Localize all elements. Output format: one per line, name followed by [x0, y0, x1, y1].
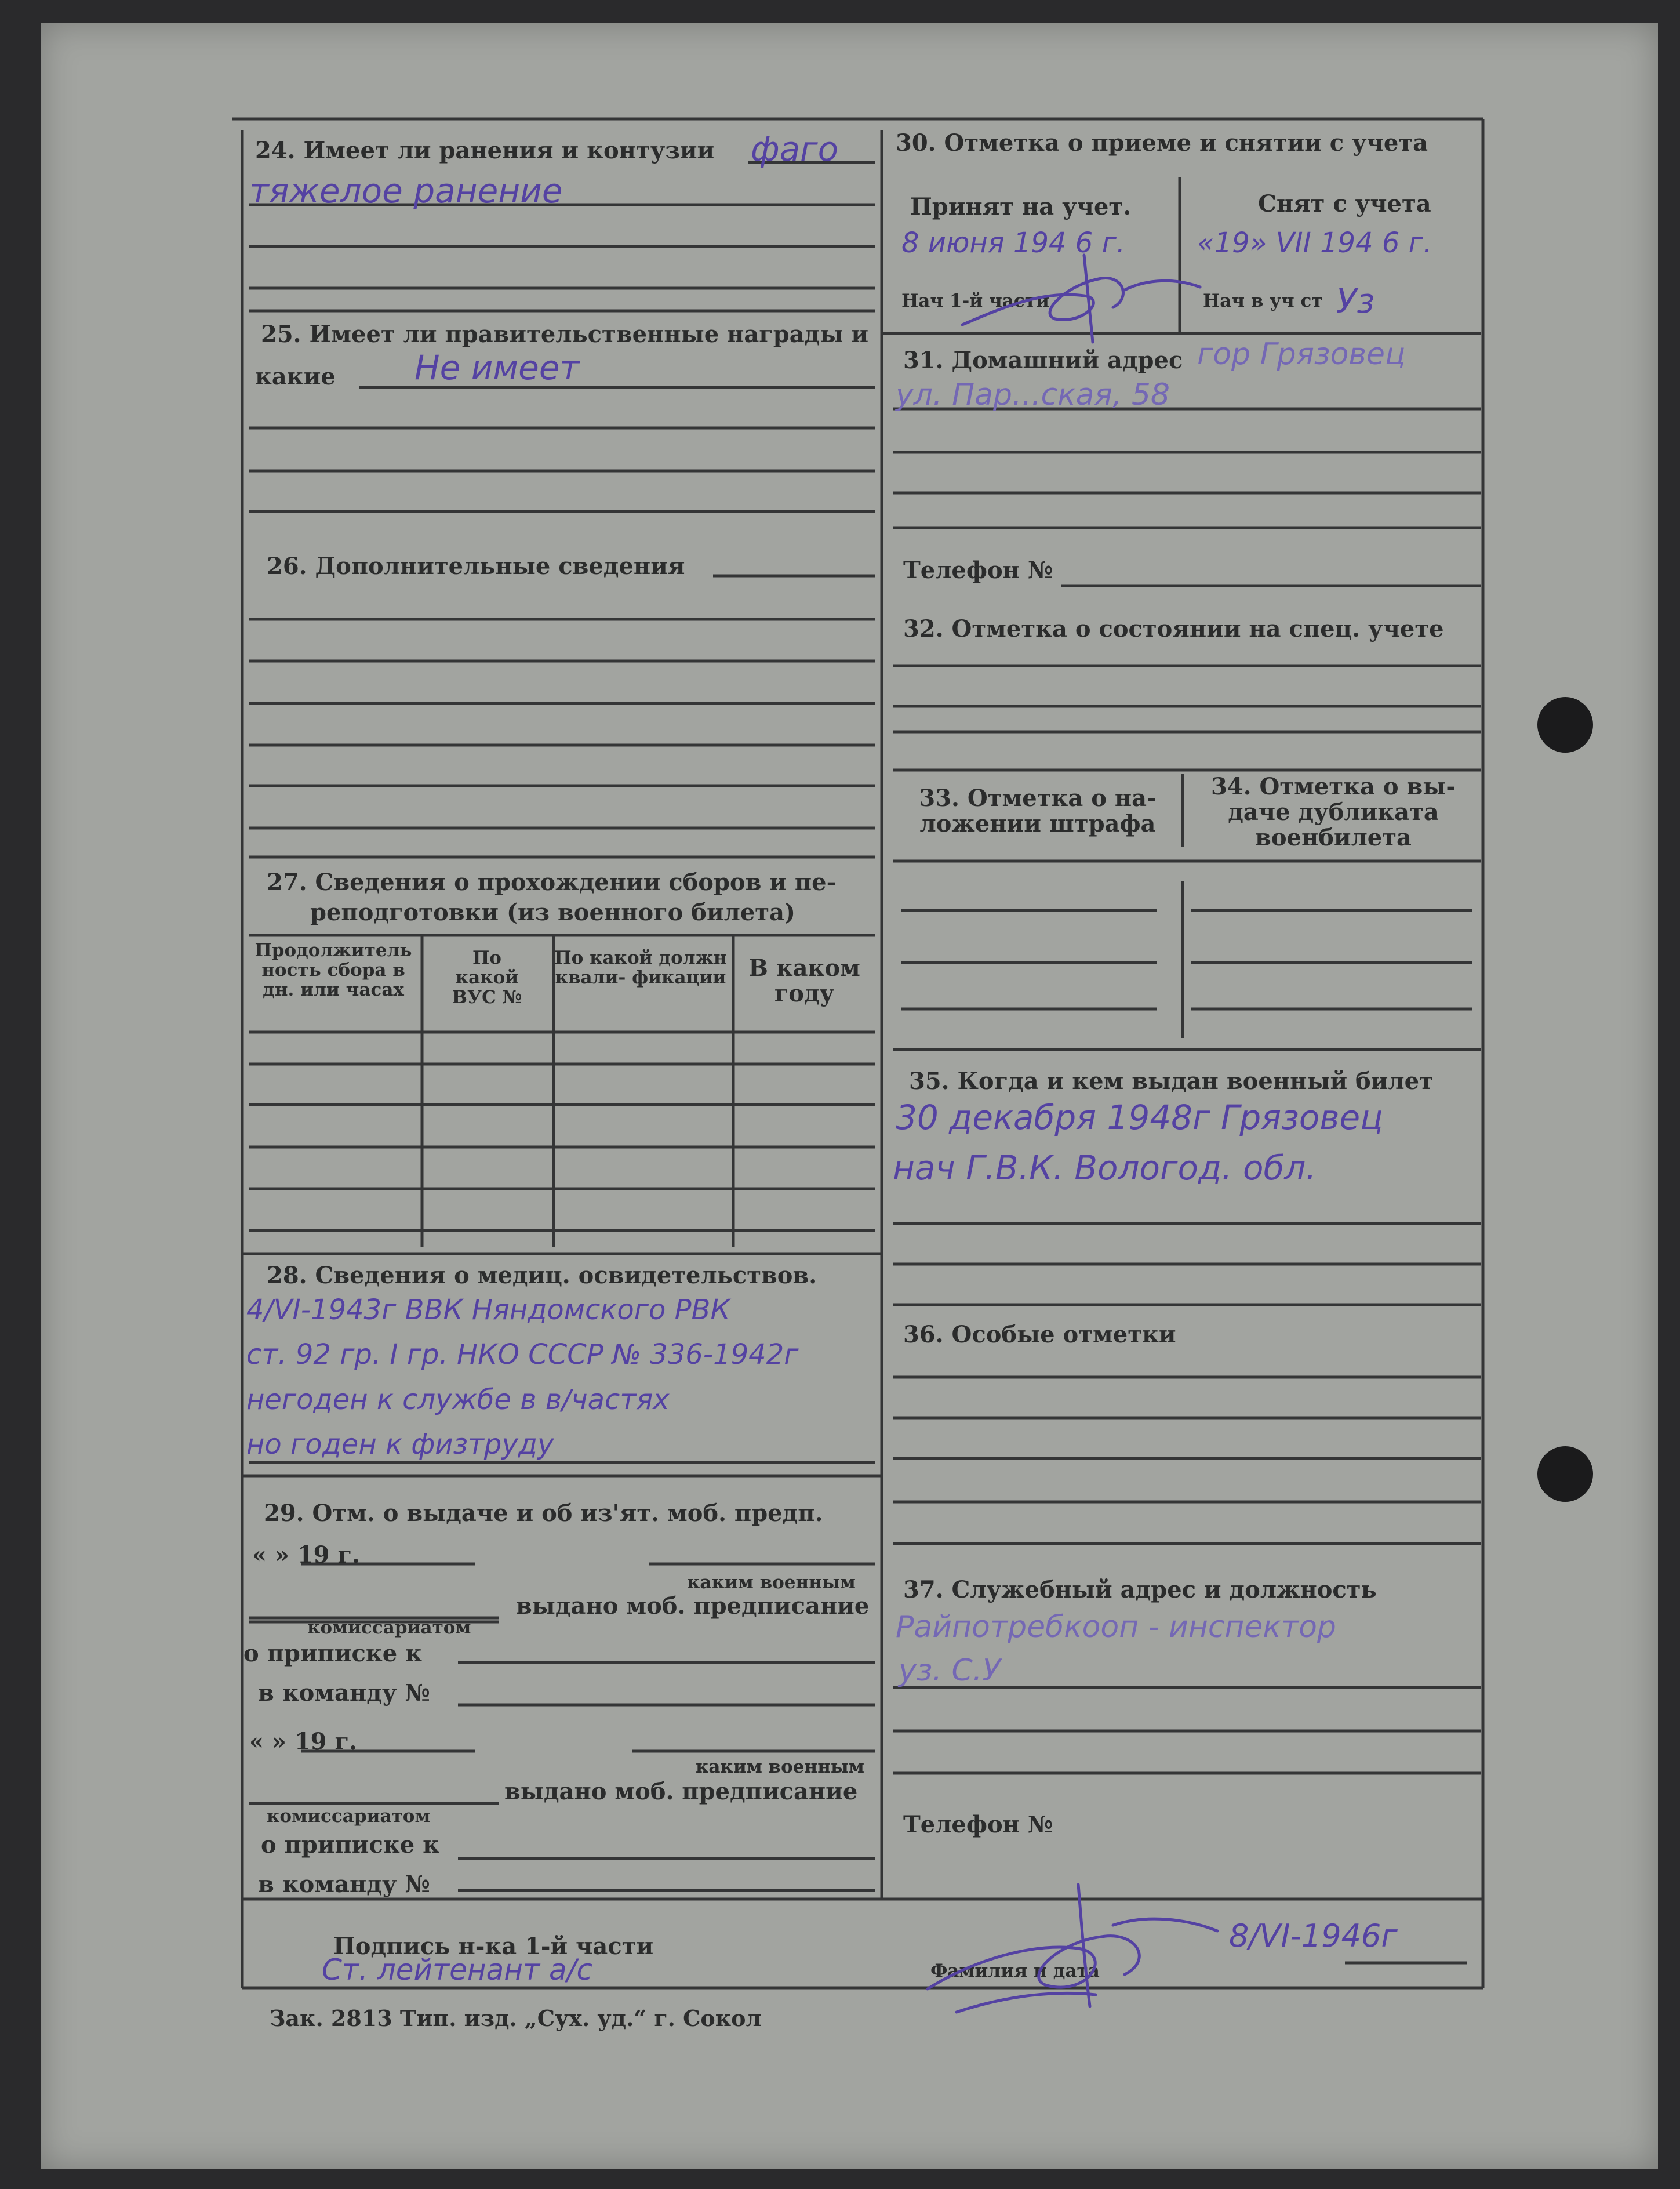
- q36-label: 36. Особые отметки: [903, 1321, 1176, 1348]
- q29-label: 29. Отм. о выдаче и об из'ят. моб. предп.: [264, 1500, 823, 1527]
- q28-handwritten-3: негоден к службе в в/частях: [246, 1384, 670, 1416]
- q27-label-line2: реподготовки (из военного билета): [310, 899, 795, 926]
- mob1-date-line: « » 19 г.: [252, 1541, 360, 1569]
- q34-label: 34. Отметка о вы- даче дубликата военбилета: [1211, 773, 1456, 851]
- signature-date: 8/VI-1946г: [1229, 1918, 1398, 1954]
- q37-handwritten-2: уз. С.У: [899, 1653, 1001, 1688]
- mob1-vydano-label: выдано моб. предписание: [516, 1592, 870, 1620]
- table-col-vus: По какой ВУС №: [452, 948, 522, 1008]
- q32-label: 32. Отметка о состоянии на спец. учете: [903, 615, 1444, 642]
- mob1-komandu-label: в команду №: [258, 1679, 430, 1707]
- mob1-komissariatom-label: комиссариатом: [307, 1617, 471, 1638]
- q28-handwritten-1: 4/VI-1943г ВВК Няндомского РВК: [246, 1294, 730, 1326]
- mob2-komandu-label: в команду №: [258, 1871, 430, 1898]
- q24-handwritten-b: тяжелое ранение: [249, 171, 563, 210]
- nach2-initials: Уз: [1336, 281, 1375, 321]
- snyat-label: Снят с учета: [1258, 190, 1431, 217]
- tel-label: Телефон №: [903, 557, 1053, 584]
- q28-handwritten-2: ст. 92 гр. I гр. НКО СССР № 336-1942г: [246, 1338, 799, 1371]
- mob2-pripiske-label: о приписке к: [261, 1831, 439, 1858]
- q25-label-line2: какие: [255, 363, 336, 390]
- mob1-kakim-label: каким военным: [687, 1572, 856, 1593]
- mob2-kakim-label: каким военным: [696, 1756, 864, 1777]
- q25-label-line1: 25. Имеет ли правительственные награды и: [261, 321, 869, 348]
- q35-label: 35. Когда и кем выдан военный билет: [909, 1068, 1434, 1095]
- q31-address-line2: ул. Пар...ская, 58: [896, 377, 1170, 412]
- table-col-duration: Продолжитель ность сбора в дн. или часах: [254, 940, 412, 1001]
- q25-handwritten: Не имеет: [414, 348, 580, 387]
- q31-address-line1: гор Грязовец: [1197, 337, 1406, 372]
- mob2-vydano-label: выдано моб. предписание: [504, 1778, 858, 1805]
- prinyat-label: Принят на учет.: [910, 193, 1132, 220]
- prinyat-date: 8 июня 194 6 г.: [901, 227, 1126, 259]
- q31-label: 31. Домашний адрес: [903, 347, 1183, 374]
- nach1-label: Нач 1-й части: [901, 291, 1049, 311]
- q27-label-line1: 27. Сведения о прохождении сборов и пе-: [267, 869, 837, 896]
- mob2-date-line: « » 19 г.: [249, 1728, 357, 1755]
- snyat-date: «19» VII 194 6 г.: [1197, 227, 1432, 259]
- q28-handwritten-4: но годен к физтруду: [246, 1428, 554, 1461]
- q30-label: 30. Отметка о приеме и снятии с учета: [896, 129, 1428, 157]
- q37-label: 37. Служебный адрес и должность: [903, 1576, 1377, 1603]
- q26-label: 26. Дополнительные сведения: [267, 553, 685, 580]
- table-col-year: В каком году: [748, 954, 860, 1007]
- signature-mark-top: [951, 244, 1241, 348]
- q37-handwritten-1: Райпотребкооп - инспектор: [896, 1610, 1336, 1645]
- table-col-qualification: По какой должн квали- фикации: [554, 948, 727, 989]
- signature-label: Подпись н-ка 1-й части: [333, 1933, 654, 1960]
- q24-label: 24. Имеет ли ранения и контузии: [255, 137, 715, 164]
- print-imprint: Зак. 2813 Тип. изд. „Сух. уд.“ г. Сокол: [270, 2005, 762, 2031]
- signature-mark-bottom: [904, 1873, 1229, 2024]
- mob2-komissariatom-label: комиссариатом: [267, 1806, 431, 1827]
- signature-rank: Ст. лейтенант а/с: [322, 1953, 592, 1987]
- familiya-label: Фамилия и дата: [930, 1961, 1100, 1981]
- mob1-pripiske-label: о приписке к: [243, 1640, 422, 1667]
- nach2-label: Нач в уч ст: [1203, 291, 1323, 311]
- q35-handwritten-2: нач Г.В.К. Вологод. обл.: [893, 1148, 1317, 1188]
- q35-handwritten-1: 30 декабря 1948г Грязовец: [896, 1098, 1383, 1137]
- tel2-label: Телефон №: [903, 1811, 1053, 1838]
- q28-label: 28. Сведения о медиц. освидетельствов.: [267, 1262, 817, 1289]
- q24-handwritten-a: фаго: [751, 129, 839, 169]
- q33-label: 33. Отметка о на- ложении штрафа: [919, 785, 1157, 837]
